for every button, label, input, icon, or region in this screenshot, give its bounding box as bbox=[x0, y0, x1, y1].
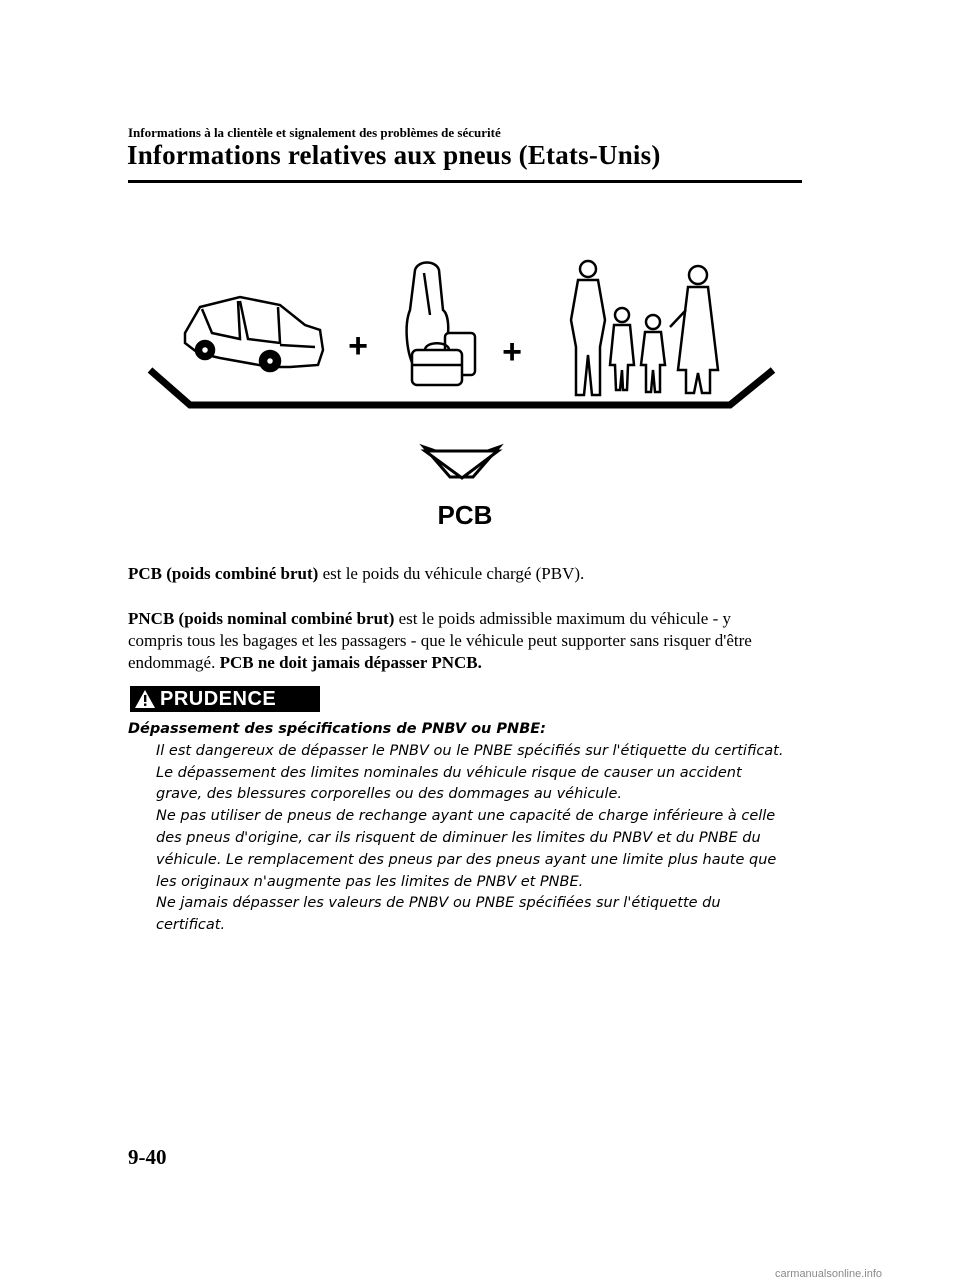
gcwr-emphasis: PCB ne doit jamais dépasser PNCB. bbox=[219, 653, 482, 672]
passengers-icon bbox=[571, 261, 718, 395]
illustration-drawing bbox=[140, 255, 790, 495]
section-label: Informations à la clientèle et signalement des problèmes de sécurité bbox=[128, 125, 501, 140]
gcw-result-label: PCB bbox=[437, 500, 493, 530]
page-title: Informations relatives aux pneus (Etats-Unis) bbox=[127, 140, 661, 170]
gcw-illustration bbox=[140, 255, 790, 540]
caution-line: Ne pas utiliser de pneus de rechange ayant une capacité de charge inférieure à celle bbox=[156, 808, 776, 825]
gcw-text: est le poids du véhicule chargé (PBV). bbox=[318, 564, 585, 583]
gcwr-line1: est le poids admissible maximum du véhicule - y bbox=[394, 609, 732, 628]
car-icon bbox=[185, 297, 323, 371]
plus-sign-2: + bbox=[502, 333, 522, 371]
caution-line: les originaux n'augmente pas les limites de PNBV et PNBE. bbox=[156, 873, 584, 890]
title-rule bbox=[128, 180, 802, 183]
gcwr-definition bbox=[128, 608, 803, 674]
caution-block bbox=[128, 719, 808, 937]
down-arrow-icon bbox=[424, 447, 499, 478]
warning-icon bbox=[130, 686, 160, 712]
gcwr-term: PNCB (poids nominal combiné brut) bbox=[128, 609, 395, 628]
caution-line: certificat. bbox=[156, 917, 226, 934]
caution-line: des pneus d'origine, car ils risquent de diminuer les limites du PNBV et du PNBE du bbox=[156, 829, 761, 846]
gcw-term: PCB (poids combiné brut) bbox=[128, 564, 319, 583]
caution-line: Le dépassement des limites nominales du véhicule risque de causer un accident bbox=[156, 764, 742, 781]
caution-heading: Dépassement des spécifications de PNBV ou PNBE: bbox=[128, 721, 546, 737]
gcwr-line2: compris tous les bagages et les passagers - que le véhicule peut supporter sans risquer d'être bbox=[128, 631, 752, 650]
luggage-icon bbox=[407, 263, 475, 386]
caution-line: grave, des blessures corporelles ou des dommages au véhicule. bbox=[156, 786, 623, 803]
caution-badge-label: PRUDENCE bbox=[160, 687, 277, 710]
caution-line: véhicule. Le remplacement des pneus par des pneus ayant une limite plus haute que bbox=[156, 851, 777, 868]
caution-line: Ne jamais dépasser les valeurs de PNBV ou PNBE spécifiées sur l'étiquette du bbox=[156, 895, 721, 912]
gcwr-line3: endommagé. bbox=[128, 653, 220, 672]
watermark[interactable]: carmanualsonline.info bbox=[775, 1268, 883, 1280]
caution-badge bbox=[130, 686, 320, 712]
gcw-definition bbox=[128, 563, 803, 585]
plus-sign-1: + bbox=[348, 327, 368, 365]
page-number: 9-40 bbox=[128, 1145, 167, 1169]
caution-body bbox=[128, 741, 808, 937]
caution-line: Il est dangereux de dépasser le PNBV ou le PNBE spécifiés sur l'étiquette du certificat. bbox=[156, 742, 784, 759]
